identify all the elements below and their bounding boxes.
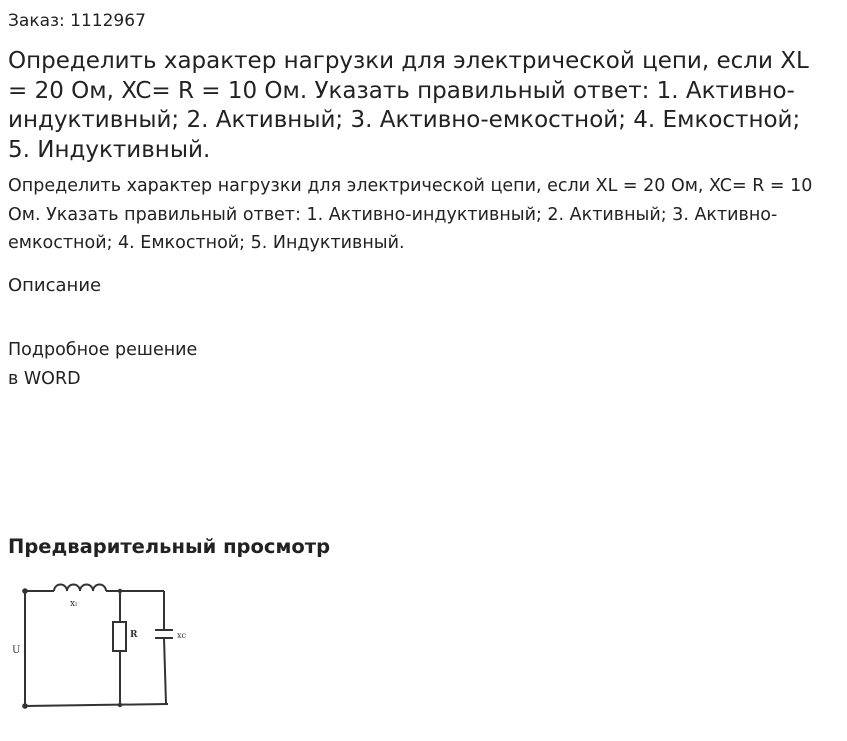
description-line: Подробное решение <box>8 340 198 360</box>
resistor-symbol <box>113 622 126 651</box>
order-number: Заказ: 1112967 <box>8 11 146 31</box>
node-top-mid <box>118 589 122 593</box>
description-heading: Описание <box>8 275 102 296</box>
description-body <box>8 336 197 394</box>
resistor-label: R <box>130 630 138 640</box>
task-lead-text: Определить характер нагрузки для электрической цепи, если XL = 20 Ом, XC= R = 10 Ом. Указать правильный ответ: 1. Активно-индуктивный; 2. Активный; 3. Активно-емкостной; 4. Емкостной; 5. Индуктивный. <box>8 176 813 253</box>
task-title: Определить характер нагрузки для электрической цепи, если XL = 20 Ом, XC= R = 10 Ом. Указать правильный ответ: 1. Активно-индуктивный; 2. Активный; 3. Активно-емкостной; 4. Емкостной; 5. Индуктивный. <box>8 48 809 163</box>
description-line: в WORD <box>8 369 81 389</box>
inductor-symbol <box>54 585 106 592</box>
node-bottom-left <box>22 703 28 709</box>
voltage-label: U <box>12 645 21 656</box>
capacitor-label: xc <box>177 631 186 640</box>
inductor-label: xₗ <box>70 599 78 609</box>
preview-circuit-image[interactable] <box>8 578 198 713</box>
wire-capacitor-bottom <box>164 638 166 704</box>
circuit-diagram <box>8 578 198 713</box>
wire-bottom <box>25 704 168 706</box>
node-bottom-mid <box>118 703 122 707</box>
node-top-left <box>22 588 28 594</box>
preview-heading: Предварительный просмотр <box>8 535 331 558</box>
